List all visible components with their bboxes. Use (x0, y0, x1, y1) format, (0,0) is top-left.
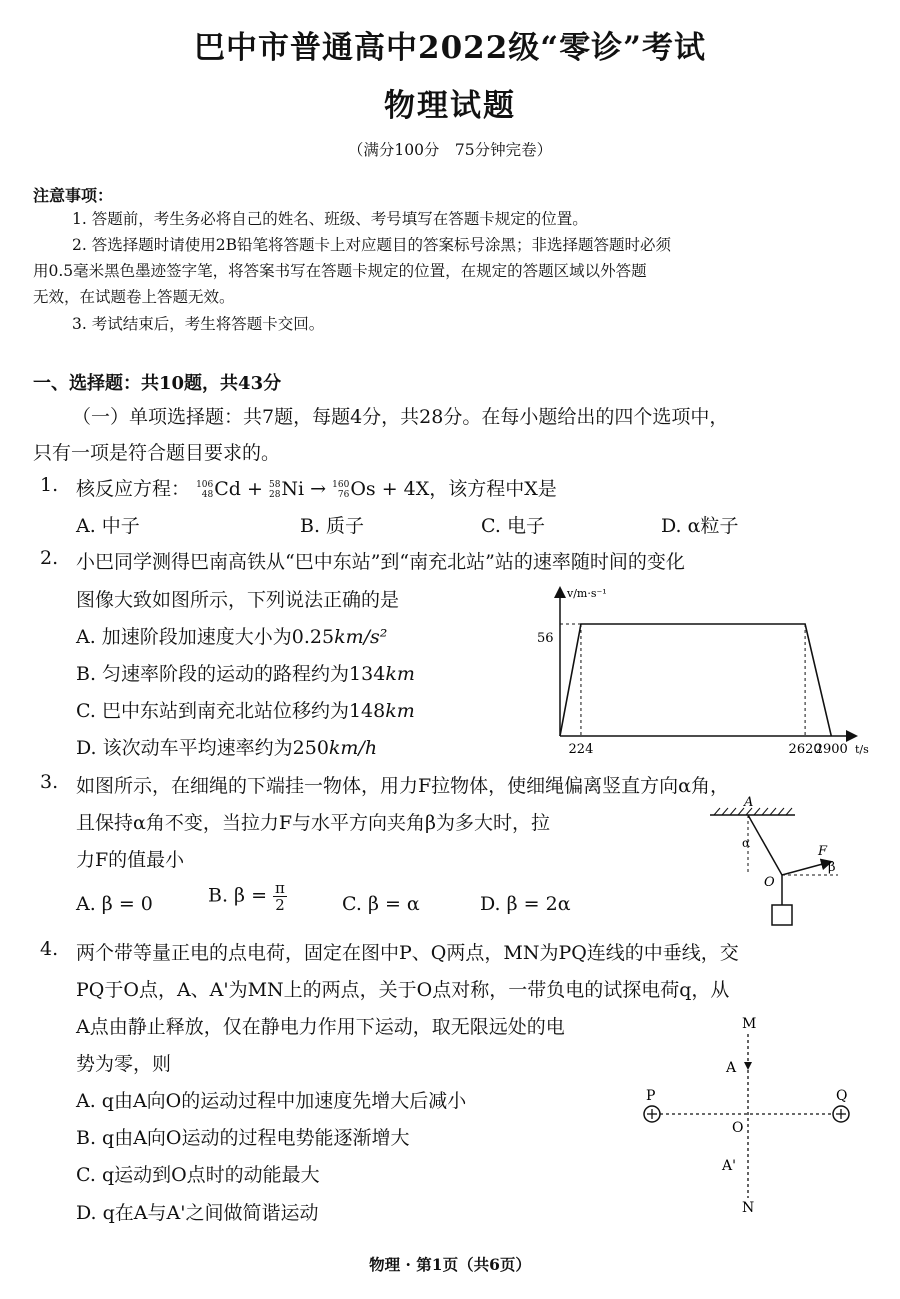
q1-option-d: D. α粒子 (661, 515, 739, 537)
subject-title: 物理试题 (384, 88, 516, 124)
question-3-number: 3. (40, 771, 59, 793)
point-charges-figure (630, 1010, 870, 1220)
notice-line-2c: 无效，在试题卷上答题无效。 (33, 288, 235, 306)
question-4-line-4: 势为零，则 (76, 1053, 172, 1075)
q2-option-d: D. 该次动车平均速率约为250km/h (76, 737, 378, 759)
rope-force-figure (700, 795, 860, 935)
rope (748, 815, 782, 875)
q2-option-b: B. 匀速率阶段的运动的路程约为134km (76, 663, 415, 685)
q4-option-a: A. q由A向O的运动过程中加速度先增大后减小 (76, 1090, 467, 1112)
label-m: M (742, 1016, 757, 1032)
question-2-number: 2. (40, 547, 59, 569)
notice-line-1: 1. 答题前，考生务必将自己的姓名、班级、考号填写在答题卡规定的位置。 (72, 210, 588, 228)
q1-option-a: A. 中子 (76, 515, 140, 537)
notice-line-2b: 用0.5毫米黑色墨迹签字笔，将答案书写在答题卡规定的位置，在规定的答题区域以外答题 (33, 262, 647, 280)
label-o: O (732, 1120, 744, 1136)
alpha-label: α (742, 836, 751, 850)
notice-line-2a: 2. 答选择题时请使用2B铅笔将答题卡上对应题目的答案标号涂黑；非选择题答题时必须 (72, 236, 671, 254)
q3-option-d: D. β = 2α (480, 893, 571, 915)
point-o-label: O (764, 875, 775, 890)
notice-line-3: 3. 考试结束后，考生将答题卡交回。 (72, 315, 325, 333)
question-1-stem: 核反应方程： 106 48 Cd + 58 28 Ni → 160 76 Os + 4X，该方程中X是 (76, 478, 557, 500)
question-2-line-1: 小巴同学测得巴南高铁从“巴中东站”到“南充北站”站的速率随时间的变化 (76, 551, 685, 573)
exam-title: 巴中市普通高中2022级“零诊”考试 (194, 30, 706, 66)
q4-option-b: B. q由A向O运动的过程电势能逐渐增大 (76, 1127, 410, 1149)
q1-option-b: B. 质子 (300, 515, 365, 537)
y-axis-label: v/m·s⁻¹ (567, 587, 607, 600)
page-footer: 物理 · 第1页（共6页） (369, 1255, 531, 1274)
x-tick-2620: 2620 (788, 742, 822, 757)
section-instruction-2: 只有一项是符合题目要求的。 (33, 442, 281, 464)
question-3-line-2: 且保持α角不变，当拉力F与水平方向夹角β为多大时，拉 (76, 812, 550, 834)
label-a-prime: A' (722, 1158, 736, 1174)
force-f-label: F (818, 844, 828, 859)
x-tick-224: 224 (568, 742, 594, 757)
question-4-line-2: PQ于O点，A、A'为MN上的两点，关于O点对称，一带负电的试探电荷q，从 (76, 979, 730, 1001)
section-heading: 一、选择题：共10题，共43分 (33, 373, 282, 394)
question-3-line-1: 如图所示，在细绳的下端挂一物体，用力F拉物体，使细绳偏离竖直方向α角， (76, 775, 730, 797)
label-p: P (646, 1088, 656, 1104)
question-2-line-2: 图像大致如图所示，下列说法正确的是 (76, 589, 400, 611)
x-tick-2900: 2900 (814, 742, 848, 757)
velocity-time-chart (510, 583, 880, 758)
question-1-number: 1. (40, 474, 59, 496)
label-q: Q (836, 1088, 848, 1104)
exam-subtitle: （满分100分 75分钟完卷） (347, 141, 553, 159)
field-arrow (744, 1062, 752, 1070)
beta-label: β (828, 860, 836, 875)
question-4-line-1: 两个带等量正电的点电荷，固定在图中P、Q两点，MN为PQ连线的中垂线，交 (76, 942, 739, 964)
question-4-number: 4. (40, 938, 59, 960)
q1-option-c: C. 电子 (481, 515, 545, 537)
question-4-line-3: A点由静止释放，仅在静电力作用下运动，取无限远处的电 (76, 1016, 565, 1038)
q3-option-c: C. β = α (342, 893, 420, 915)
label-a: A (726, 1060, 737, 1076)
q2-option-c: C. 巴中东站到南充北站位移约为148km (76, 700, 415, 722)
velocity-series-line (560, 624, 831, 736)
hanging-block (772, 905, 792, 925)
x-axis-label: t/s (855, 743, 869, 756)
q2-option-a: A. 加速阶段加速度大小为0.25km/s² (76, 626, 388, 648)
point-a-label: A (744, 795, 754, 810)
section-instruction-1: （一）单项选择题：共7题，每题4分，共28分。在每小题给出的四个选项中， (72, 406, 729, 428)
q3-option-b: B. β = $\frac{\pi}{2}$ (208, 879, 285, 914)
q4-option-d: D. q在A与A'之间做简谐运动 (76, 1202, 319, 1224)
y-tick-56: 56 (537, 631, 554, 646)
label-n: N (742, 1200, 755, 1216)
q3-option-a: A. β = 0 (76, 893, 153, 915)
q4-option-c: C. q运动到O点时的动能最大 (76, 1164, 320, 1186)
notice-heading: 注意事项： (33, 186, 114, 205)
force-f-arrow (782, 862, 830, 875)
question-3-line-3: 力F的值最小 (76, 849, 185, 871)
